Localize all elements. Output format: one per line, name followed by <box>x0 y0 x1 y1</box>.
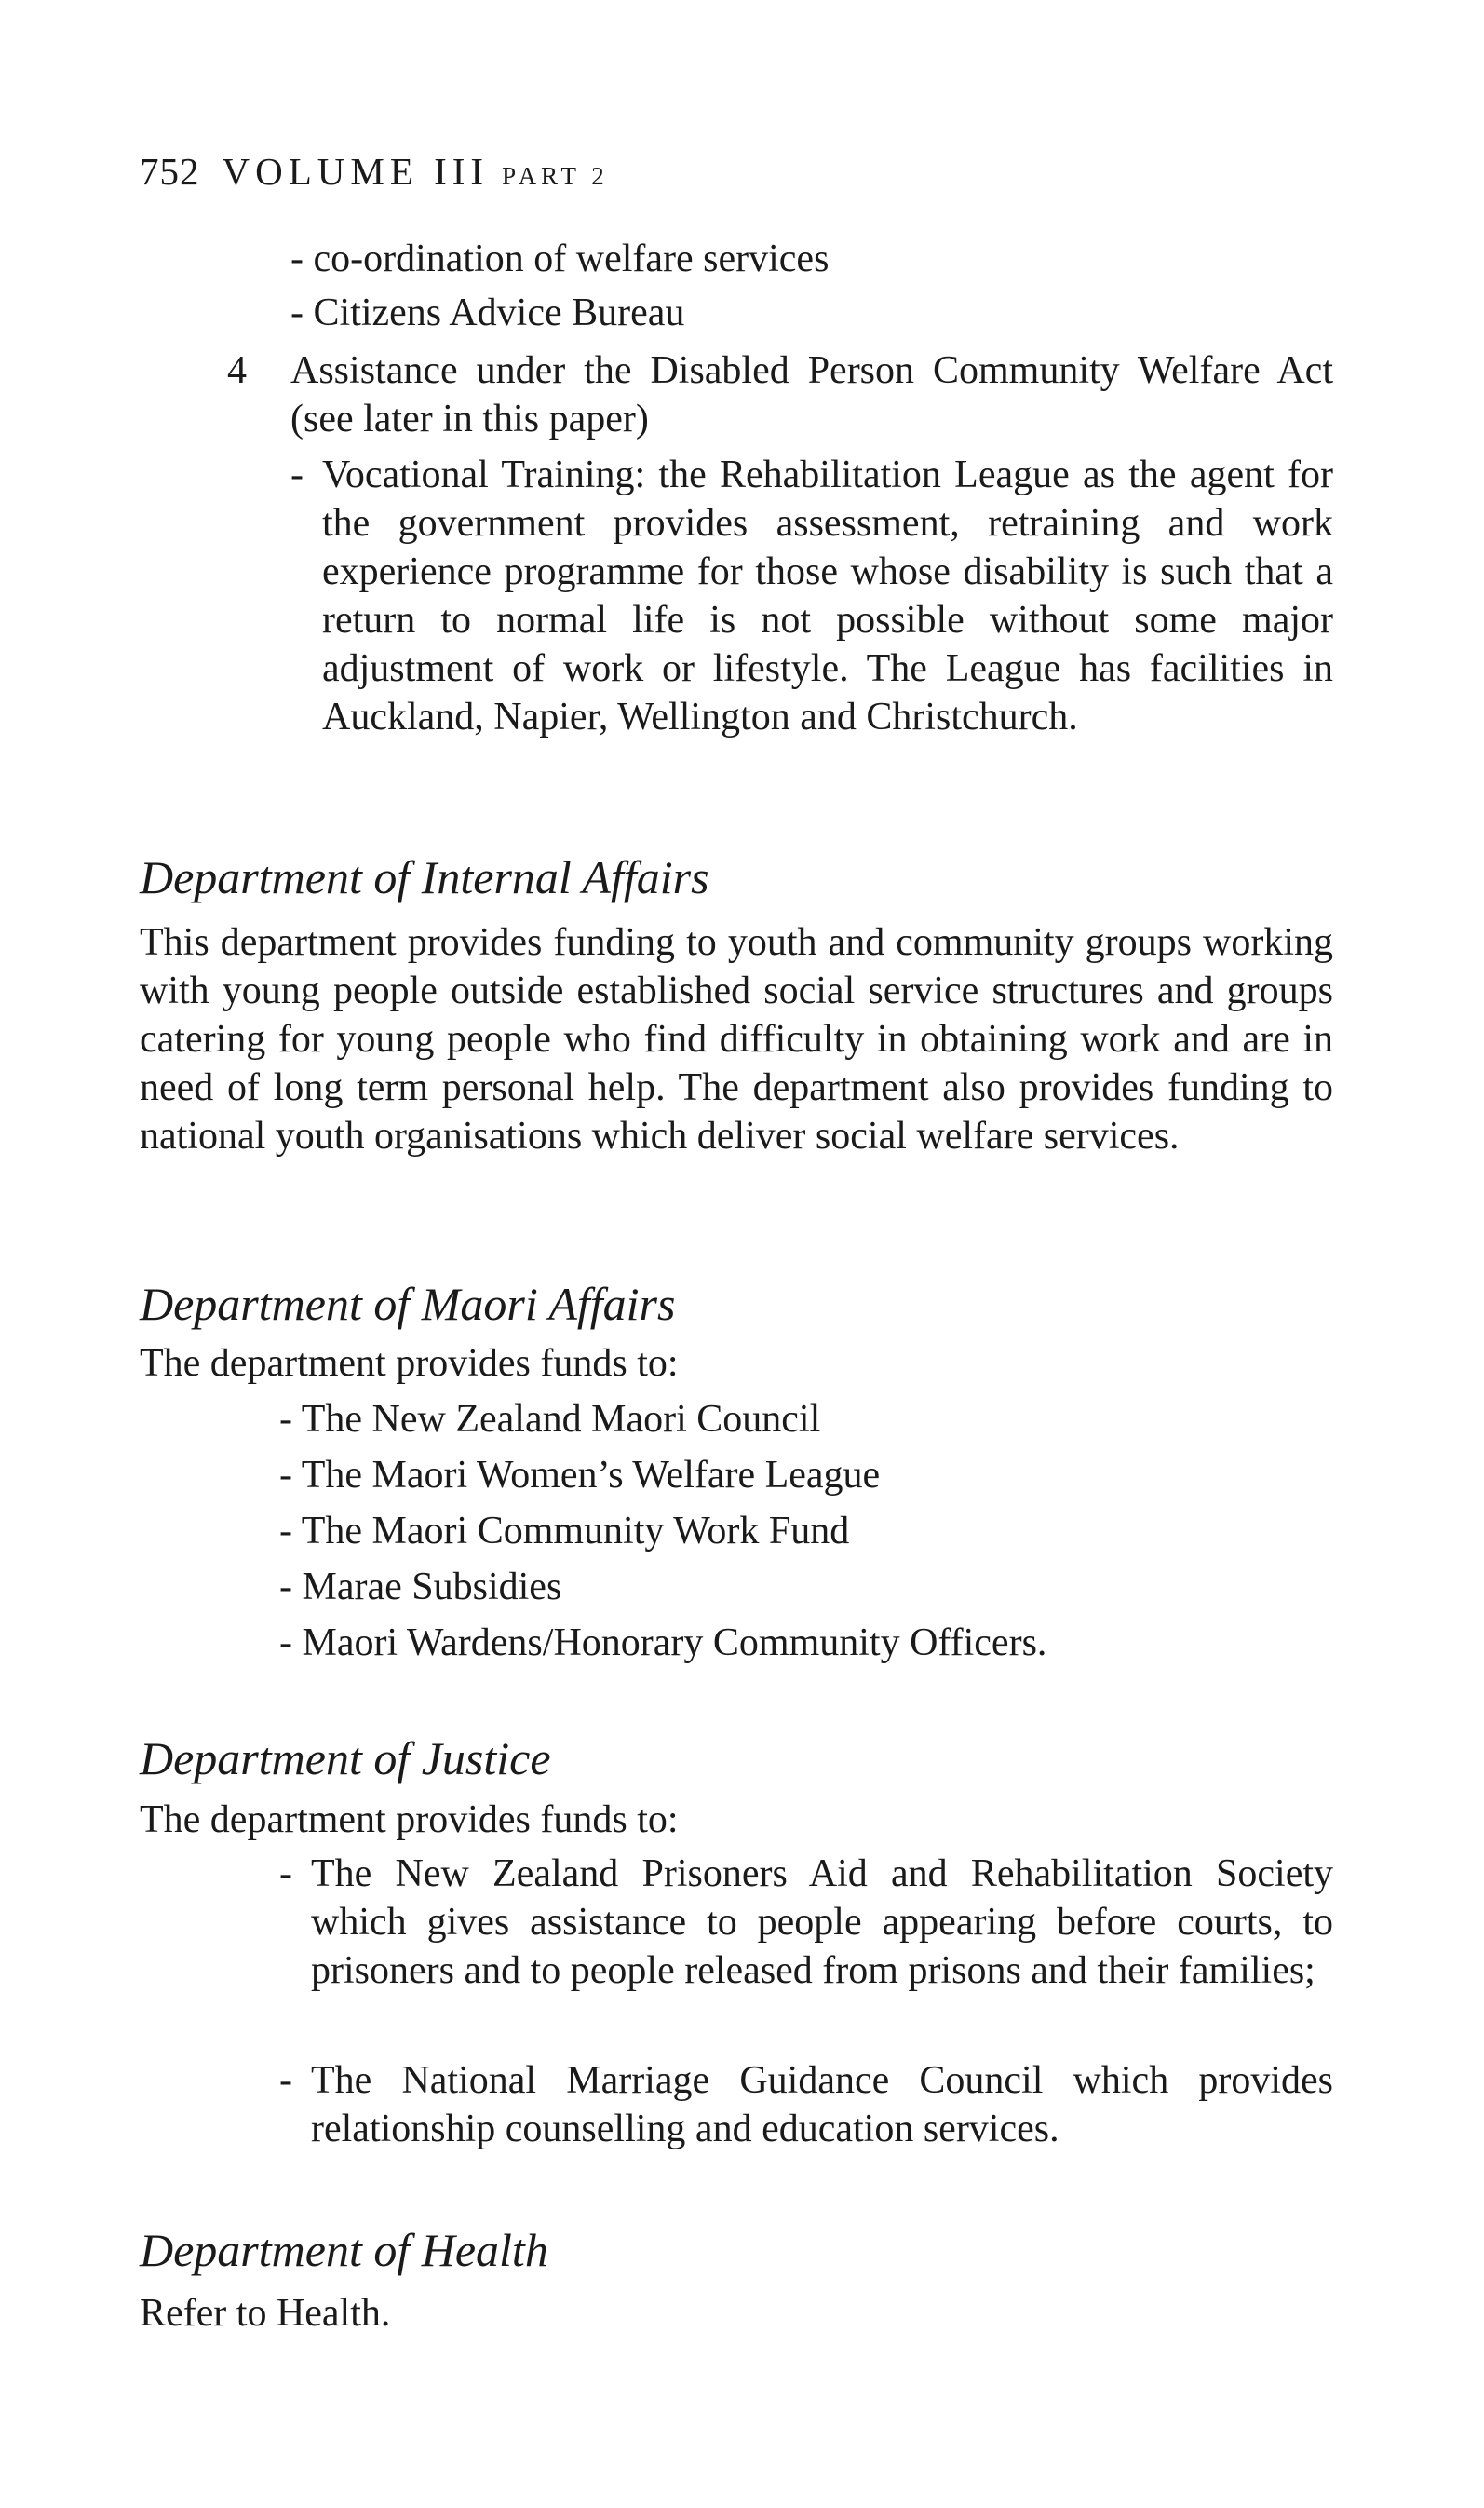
dash: - <box>279 1510 292 1552</box>
dash: - <box>279 1454 292 1497</box>
dash: - <box>279 1621 292 1664</box>
justice-intro: The department provides funds to: <box>140 1798 679 1841</box>
list-item-text: The Maori Women’s Welfare League <box>301 1454 881 1497</box>
dash: - <box>290 291 304 334</box>
dash: - <box>279 1566 292 1608</box>
sub-list-item-text: The New Zealand Prisoners Aid and Rehabilitation Society which gives assistance to people appearing before courts, to prisoners and to people released from prisons and their families; <box>311 1852 1333 1992</box>
sub-list-item-text: Vocational Training: the Rehabilitation League as the agent for the government provides assessment, retraining and work experience programme for those whose disability is such that a return to normal life is not possible without some major adjustment of work or lifestyle. The League has facilities in Auckland, Napier, Wellington and Christchurch. <box>322 454 1333 739</box>
section-heading-internal-affairs: Department of Internal Affairs <box>140 851 709 903</box>
sub-list-item <box>279 2056 1333 2153</box>
list-item-text: Maori Wardens/Honorary Community Officers. <box>302 1621 1047 1664</box>
list-item <box>279 1563 561 1611</box>
volume-label: VOLUME III <box>222 150 490 193</box>
page-number: 752 <box>140 150 200 193</box>
dash: - <box>290 454 304 496</box>
dash: - <box>290 237 304 280</box>
dash: - <box>279 1398 292 1441</box>
part-label: PART 2 <box>502 162 609 190</box>
section-heading-health: Department of Health <box>140 2224 548 2276</box>
list-item-text: The Maori Community Work Fund <box>301 1510 850 1552</box>
sub-list-item <box>279 1850 1333 1995</box>
list-item <box>290 235 829 283</box>
list-item-text: Citizens Advice Bureau <box>313 291 685 334</box>
list-item <box>279 1619 1046 1667</box>
list-item-text: co-ordination of welfare services <box>313 237 830 280</box>
list-item <box>279 1451 880 1499</box>
list-item <box>279 1507 849 1555</box>
sub-list-item-text: The National Marriage Guidance Council which provides relationship counselling and education services. <box>311 2059 1333 2150</box>
item-number: 4 <box>227 349 247 392</box>
sub-list-item <box>290 451 1333 741</box>
dash: - <box>279 2059 292 2102</box>
section-heading-justice: Department of Justice <box>140 1732 551 1784</box>
dash: - <box>279 1852 292 1895</box>
running-header <box>140 149 609 194</box>
section-heading-maori-affairs: Department of Maori Affairs <box>140 1278 676 1330</box>
health-body: Refer to Health. <box>140 2292 391 2335</box>
list-item-text: The New Zealand Maori Council <box>301 1398 821 1441</box>
internal-affairs-body: This department provides funding to youth and community groups working with young people outside established social service structures and groups catering for young people who find difficulty in obtaining work and are in need of long term personal help. The department also provides funding to national youth organisations which deliver social welfare services. <box>140 921 1333 1158</box>
list-item-text: Marae Subsidies <box>302 1566 562 1608</box>
list-item <box>290 289 684 337</box>
maori-affairs-intro: The department provides funds to: <box>140 1342 679 1385</box>
list-item <box>279 1395 820 1444</box>
numbered-item-text: Assistance under the Disabled Person Community Welfare Act (see later in this paper) <box>290 349 1333 441</box>
